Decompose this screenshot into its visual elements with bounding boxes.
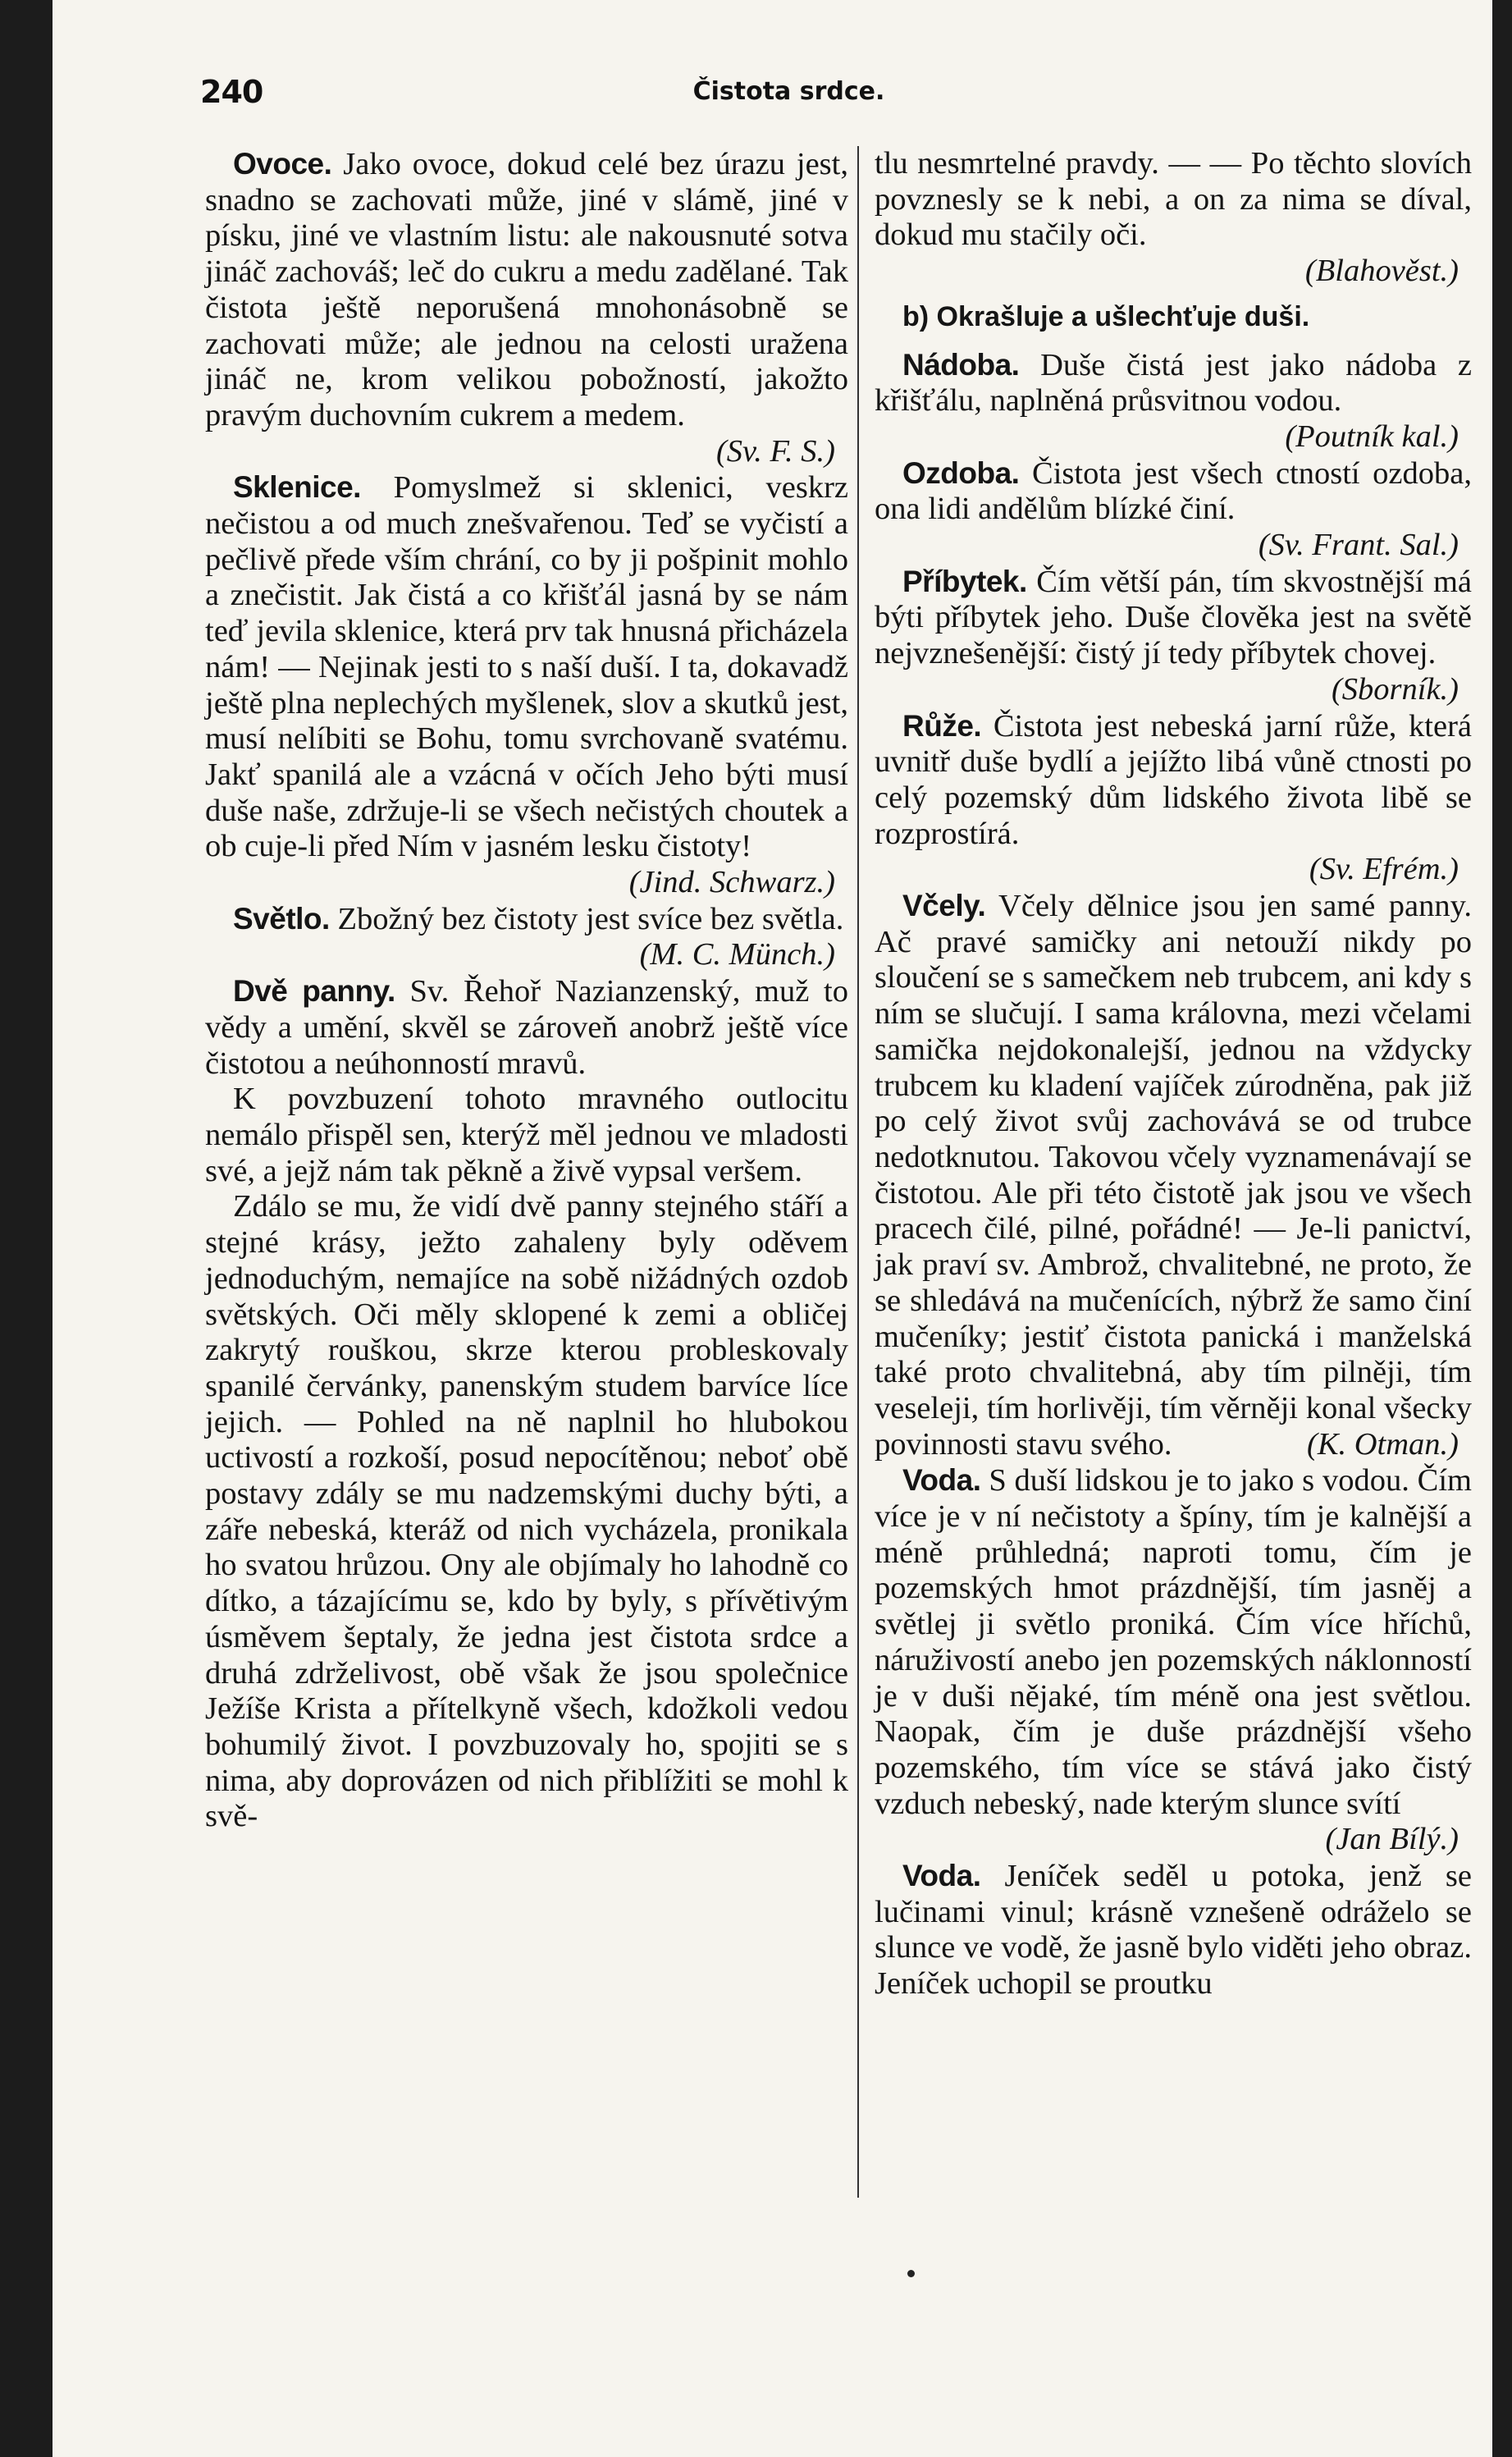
paragraph: [875, 1462, 1472, 1858]
paragraph: [875, 455, 1472, 564]
paragraph-text: Čistota jest nebeská jarní růže, která uvnitř duše bydlí a jejížto libá vůně ctnosti po celý pozemský dům lidského života libě se rozprostírá.: [875, 708, 1472, 851]
source-citation: (Poutník kal.): [1285, 419, 1459, 454]
paragraph-text: Zdálo se mu, že vidí dvě panny stejného stáří a stejné krásy, ježto zahaleny byly oděvem jednoduchým, nemajíce na sobě nižádných ozdob světských. Oči měly sklopené k zemi a obličej zakrytý rouškou, skrze kterou probleskovaly spanilé červánky, panenským studem barvíce líce jejich. — Pohled na ně naplnil ho hlubokou uctivostí a rozkoší, posud nepocítěnou; neboť obě postavy zdály se mu nadzemskými duchy býti, a záře nebeská, kteráž od nich vycházela, pronikala ho svatou hrůzou. Ony ale objímaly ho lahodně co dítko, a tázajícímu se, kdo by byly, s přívětivým úsměvem šeptaly, že jedna jest čistota srdce a druhá zdrželivost, obě však že jsou společnice Ježíše Krista a přítelkyně všech, kdožkoli vedou bohumilý život. I povzbuzovaly ho, spojiti se s nima, aby doprovázen od nich přiblížiti se mohl k svě-: [205, 1189, 848, 1834]
source-citation: (K. Otman.): [1307, 1426, 1459, 1462]
source-citation: (Jind. Schwarz.): [628, 865, 835, 900]
entry-keyword: Sklenice.: [233, 470, 361, 505]
running-title: Čistota srdce.: [692, 77, 885, 106]
paragraph-text: Sv. Řehoř Nazianzenský, muž to vědy a umění, skvěl se zároveň anobrž ještě více čistotou a neúhonností mravů.: [205, 974, 848, 1081]
paragraph-text: Zbožný bez čistoty jest svíce bez světla.: [329, 901, 844, 936]
left-column: [205, 146, 848, 1835]
entry-keyword: Voda.: [902, 1859, 981, 1893]
entry-keyword: Příbytek.: [902, 564, 1027, 598]
source-citation: (Sv. Efrém.): [1309, 852, 1459, 887]
paragraph: [205, 469, 848, 900]
entry-keyword: Voda.: [902, 1463, 981, 1498]
paragraph-text: Jeníček seděl u potoka, jenž se lučinami vinul; krásně vznešeně odráželo se slunce ve vodě, že jasně bylo viděti jeho obraz. Jeníček uchopil se proutku: [875, 1859, 1472, 2002]
paragraph: [205, 1082, 848, 1189]
source-citation: (Jan Bílý.): [1325, 1822, 1459, 1857]
paragraph-text: Včely dělnice jsou jen samé panny. Ač pravé samičky ani netouží nikdy po sloučení se s samečkem neb trubcem, ani kdy s ním se slučují. I sama královna, mezi včelami samička nejdokonalejší, jednou na vždycky trubcem ku kladení vajíček zúrodněna, pak již po celý život svůj zachovává se od trubce nedotknutou. Takovou včely vyznamenávají se čistotou. Ale při této čistotě jak jsou ve všech pracech čilé, pilné, pořádné! — Je-li panictví, jak praví sv. Ambrož, chvalitebné, ne proto, že se shledává na mučenících, nýbrž že samo činí mučeníky; jestiť čistota panická i manželská také proto chvalitebná, aby tím pilněji, tím veseleji, tím horlivěji, tím věrněji konal všecky povinnosti stavu svého.: [875, 889, 1472, 1462]
paragraph-text: Jako ovoce, dokud celé bez úrazu jest, snadno se zachovati může, jiné v slámě, jiné v písku, jiné ve vlastním listu: ale nakousnuté sotva jináč zachováš; leč do cukru a medu zadělané. Tak čistota ještě neporušená mnohonásobně se zachovati může; ale jednou na celosti uražena jináč ne, krom velikou pobožností, jakožto pravým duchovním cukrem a medem.: [205, 147, 848, 432]
paragraph-text: Duše čistá jest jako nádoba z křišťálu, naplněná průsvitnou vodou.: [875, 347, 1472, 419]
paragraph: [205, 973, 848, 1082]
page-header: [53, 62, 1492, 120]
paragraph: [875, 146, 1472, 290]
paragraph: [875, 1858, 1472, 2002]
source-citation: (Sv. Frant. Sal.): [1258, 528, 1459, 563]
book-page: [53, 0, 1492, 2457]
entry-keyword: Nádoba.: [902, 347, 1020, 382]
paragraph: [875, 888, 1472, 1462]
source-citation: (M. C. Münch.): [639, 937, 835, 972]
entry-keyword: Růže.: [902, 708, 982, 743]
column-divider: [857, 146, 859, 2198]
section-subheading: b) Okrašluje a ušlechťuje duši.: [902, 300, 1310, 332]
paragraph: [205, 901, 848, 973]
right-column: [875, 146, 1472, 2002]
paragraph-text: K povzbuzení tohoto mravného outlocitu nemálo přispěl sen, kterýž měl jednou ve mladosti své, a jejž nám tak pěkně a živě vypsal veršem.: [205, 1082, 848, 1188]
paragraph: [875, 708, 1472, 889]
paragraph-text: Pomyslmež si sklenici, veskrz nečistou a od much znešvařenou. Teď se vyčistí a pečlivě přede vším chrání, co by ji pošpinit mohlo a znečistit. Jak čistá a co křišťál jasná by se nám teď jevila sklenice, která prv tak hnusná přicházela nám! — Nejinak jesti to s naší duší. I ta, dokavadž ještě plna neplechých myšlenek, slov a skutků jest, musí nelíbiti se Bohu, tomu svrchovaně svatému. Jakť spanilá ale a vzácná v očích Jeho býti musí duše naše, zdržuje-li se všech nečistých choutek a ob cuje-li před Ním v jasném lesku čistoty!: [205, 470, 848, 864]
page-number: 240: [200, 74, 263, 110]
paragraph: [875, 564, 1472, 708]
entry-keyword: Dvě panny.: [233, 974, 395, 1009]
paragraph-text: tlu nesmrtelné pravdy. — — Po těchto slovích povznesly se k nebi, a on za nima se díval, dokud mu stačily oči.: [875, 146, 1472, 253]
entry-keyword: Ovoce.: [233, 147, 332, 181]
source-citation: (Sv. F. S.): [715, 433, 835, 469]
paragraph-text: Čím větší pán, tím skvostnější má býti příbytek jeho. Duše člověka jest na světě nejvznešenější: čistý jí tedy příbytek chovej.: [875, 564, 1472, 671]
paragraph-text: Čistota jest všech ctností ozdoba, ona lidi andělům blízké činí.: [875, 455, 1472, 527]
paragraph: [205, 1189, 848, 1835]
paragraph-text: S duší lidskou je to jako s vodou. Čím více je v ní nečistoty a špíny, tím je kalnější a méně průhledná; naproti tomu, čím je pozemských hmot prázdnější, tím jasněj a světlej ji světlo proniká. Čím více hříchů, náruživostí anebo jen pozemských náklonností je v duši nějaké, tím méně ona jest světlou. Naopak, čím je duše prázdnější všeho pozemského, tím více se stává jako čistý vzduch nebeský, nade kterým slunce svítí: [875, 1463, 1472, 1821]
entry-keyword: Ozdoba.: [902, 455, 1020, 490]
source-citation: (Blahověst.): [1304, 254, 1459, 289]
source-citation: (Sborník.): [1331, 671, 1459, 707]
ink-speck: [907, 2270, 915, 2277]
paragraph: [875, 347, 1472, 455]
entry-keyword: Světlo.: [233, 901, 330, 936]
paragraph: [205, 146, 848, 469]
entry-keyword: Včely.: [902, 889, 986, 923]
